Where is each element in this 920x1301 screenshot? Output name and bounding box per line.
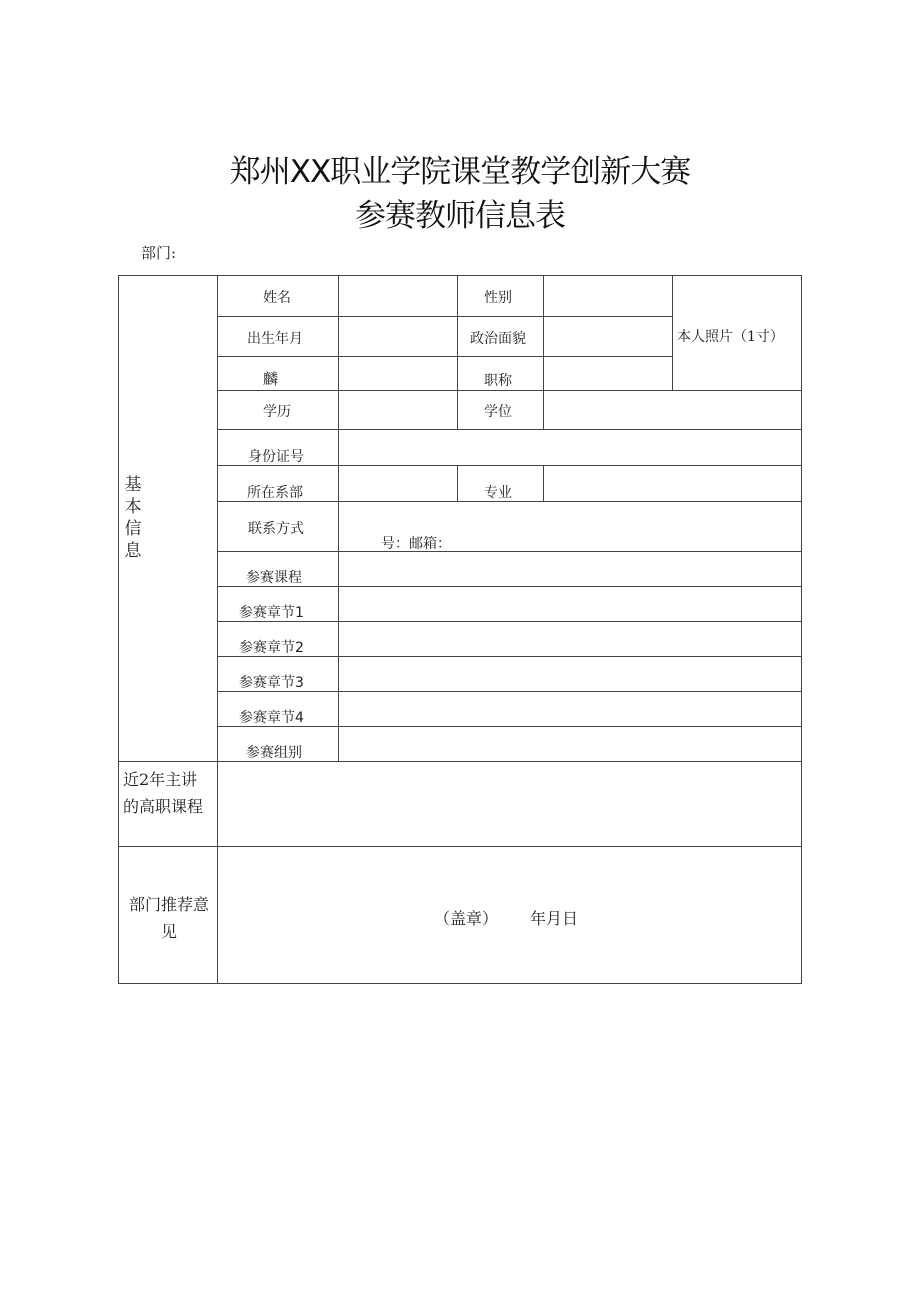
chapter-3-field[interactable] bbox=[339, 657, 800, 690]
name-field[interactable] bbox=[339, 276, 456, 315]
position-field[interactable] bbox=[339, 357, 456, 389]
degree-field[interactable] bbox=[544, 391, 800, 428]
education-label: 学历 bbox=[263, 404, 291, 420]
id-label: 身份证号 bbox=[248, 449, 304, 465]
recommend-label: 部门推荐意 见 bbox=[128, 895, 209, 941]
section-char: 息 bbox=[124, 541, 142, 561]
political-label: 政治面貌 bbox=[470, 331, 526, 347]
gender-field[interactable] bbox=[544, 276, 671, 315]
course-field[interactable] bbox=[339, 552, 800, 585]
major-label: 专业 bbox=[484, 485, 512, 501]
position-label: 麟 bbox=[263, 370, 279, 388]
stamp-label: （盖章） bbox=[434, 909, 499, 928]
section-char: 基 bbox=[124, 475, 142, 495]
gender-label: 性别 bbox=[484, 290, 512, 306]
degree-label: 学位 bbox=[484, 404, 512, 420]
recent-courses-field[interactable] bbox=[218, 762, 800, 845]
course-label: 参赛课程 bbox=[246, 570, 302, 586]
section-basic-info bbox=[122, 474, 144, 562]
contact-label: 联系方式 bbox=[248, 521, 304, 537]
section-char: 信 bbox=[124, 519, 142, 539]
birth-label: 出生年月 bbox=[247, 331, 303, 347]
contact-hint: 号：邮箱： bbox=[381, 536, 451, 552]
chapter-1-label: 参赛章节1 bbox=[239, 605, 304, 621]
birth-field[interactable] bbox=[339, 317, 456, 355]
chapter-4-field[interactable] bbox=[339, 692, 800, 725]
id-field[interactable] bbox=[339, 430, 800, 464]
group-label: 参赛组别 bbox=[246, 745, 302, 761]
recommend-field[interactable] bbox=[218, 847, 800, 982]
major-field[interactable] bbox=[544, 466, 800, 500]
form-title-line1: 郑州XX职业学院课堂教学创新大赛 bbox=[229, 154, 691, 190]
chapter-1-field[interactable] bbox=[339, 587, 800, 620]
form-title-line2: 参赛教师信息表 bbox=[355, 198, 565, 234]
education-field[interactable] bbox=[339, 391, 456, 428]
contact-field[interactable] bbox=[339, 502, 800, 550]
title-label: 职称 bbox=[484, 373, 512, 389]
name-label: 姓名 bbox=[263, 290, 291, 306]
photo-label: 本人照片（1寸） bbox=[677, 329, 784, 345]
section-char: 本 bbox=[124, 497, 142, 517]
date-label: 年月日 bbox=[530, 909, 579, 928]
department-field[interactable] bbox=[339, 466, 456, 500]
chapter-2-label: 参赛章节2 bbox=[239, 640, 304, 656]
department-label: 部门: bbox=[141, 244, 177, 262]
department-field-label: 所在系部 bbox=[247, 485, 303, 501]
chapter-4-label: 参赛章节4 bbox=[239, 710, 304, 726]
chapter-2-field[interactable] bbox=[339, 622, 800, 655]
political-field[interactable] bbox=[544, 317, 671, 355]
group-field[interactable] bbox=[339, 727, 800, 760]
chapter-3-label: 参赛章节3 bbox=[239, 675, 304, 691]
recent-courses-label: 近2年主讲 的高职课程 bbox=[123, 770, 204, 816]
title-field[interactable] bbox=[544, 357, 671, 389]
